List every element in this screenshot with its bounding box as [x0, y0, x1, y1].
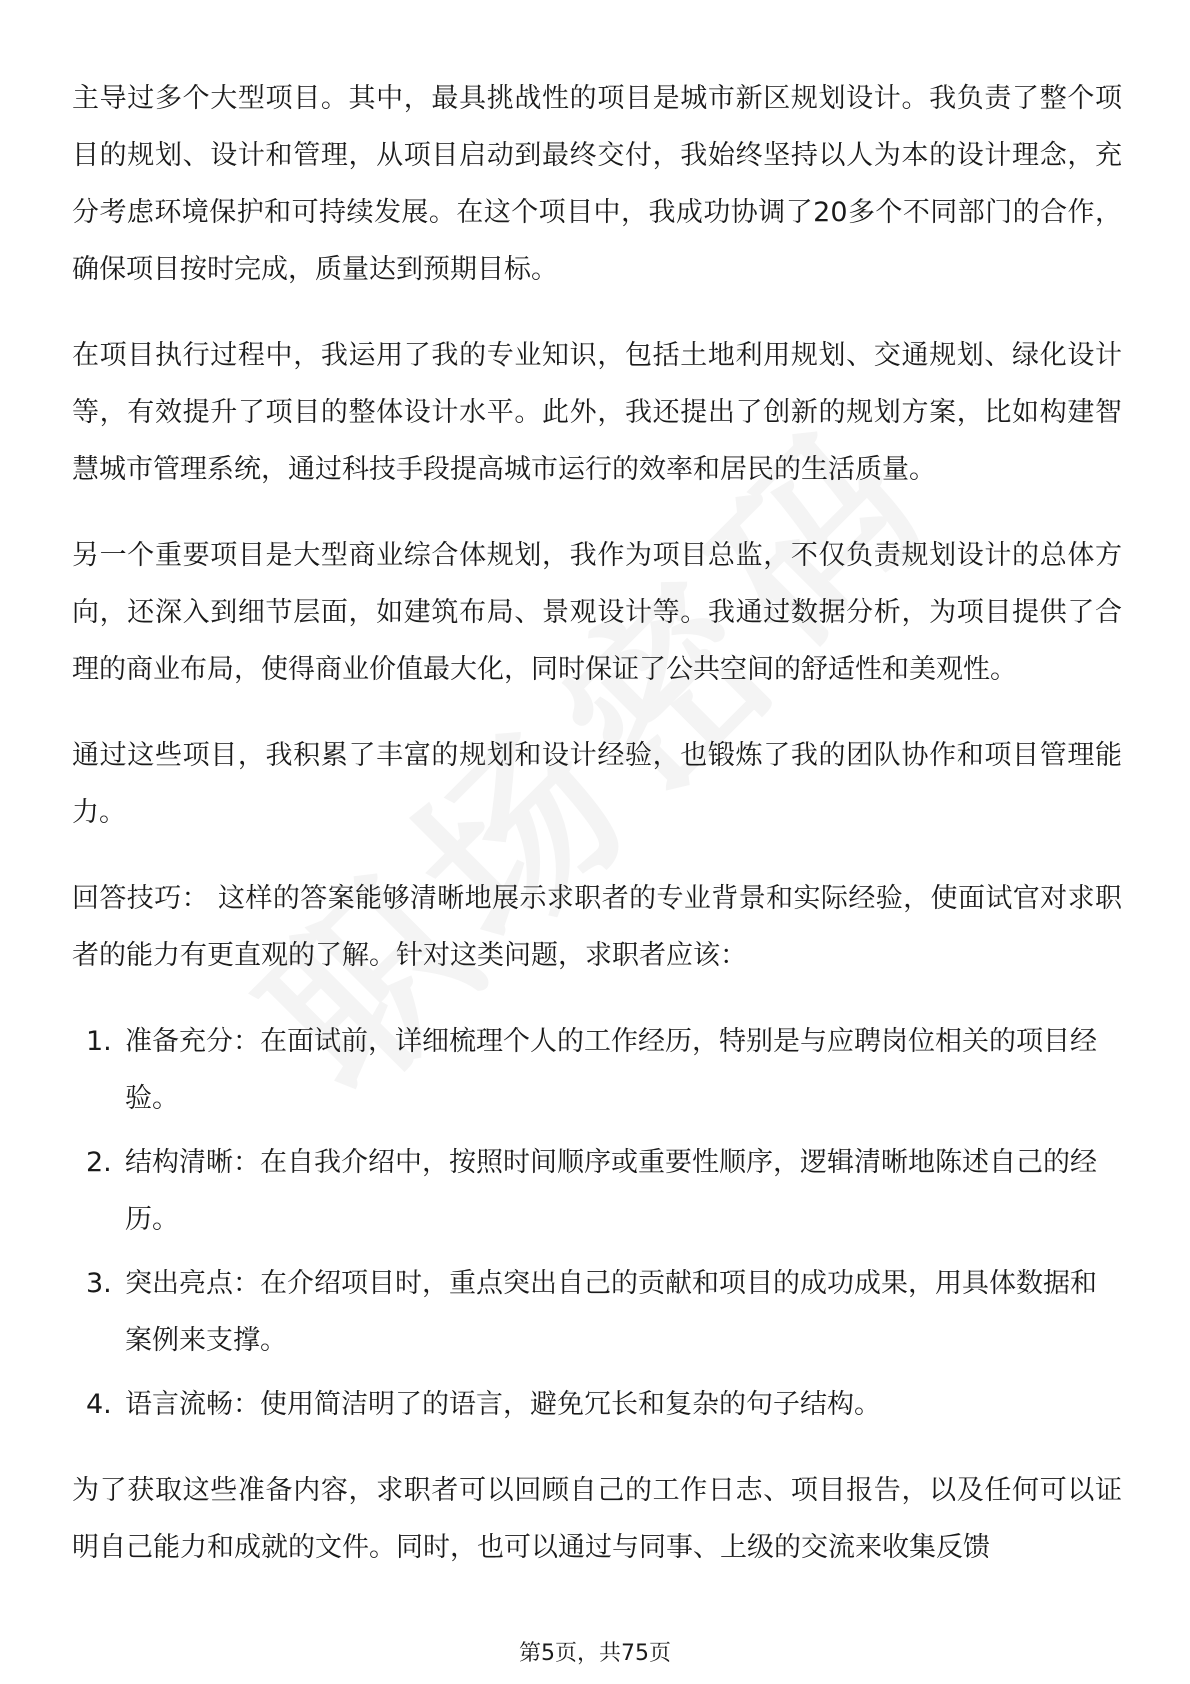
list-number: 4.	[86, 1389, 112, 1420]
list-item-text: 准备充分：在面试前，详细梳理个人的工作经历，特别是与应聘岗位相关的项目经验。	[125, 1026, 1097, 1114]
document-body	[72, 70, 1122, 1605]
list-number: 3.	[86, 1268, 112, 1299]
list-item	[72, 1013, 1122, 1127]
list-number: 2.	[86, 1147, 112, 1178]
tips-list	[72, 1013, 1122, 1433]
answer-tips-intro: 回答技巧： 这样的答案能够清晰地展示求职者的专业背景和实际经验，使面试官对求职者的能力有更直观的了解。针对这类问题，求职者应该：	[72, 883, 1122, 971]
paragraph: 另一个重要项目是大型商业综合体规划，我作为项目总监，不仅负责规划设计的总体方向，还深入到细节层面，如建筑布局、景观设计等。我通过数据分析，为项目提供了合理的商业布局，使得商业价值最大化，同时保证了公共空间的舒适性和美观性。	[72, 540, 1122, 685]
list-number: 1.	[86, 1026, 112, 1057]
closing-paragraph: 为了获取这些准备内容，求职者可以回顾自己的工作日志、项目报告，以及任何可以证明自己能力和成就的文件。同时，也可以通过与同事、上级的交流来收集反馈	[72, 1475, 1122, 1563]
paragraph: 在项目执行过程中，我运用了我的专业知识，包括土地利用规划、交通规划、绿化设计等，有效提升了项目的整体设计水平。此外，我还提出了创新的规划方案，比如构建智慧城市管理系统，通过科技手段提高城市运行的效率和居民的生活质量。	[72, 340, 1122, 485]
list-item-text: 突出亮点：在介绍项目时，重点突出自己的贡献和项目的成功成果，用具体数据和案例来支撑。	[125, 1268, 1097, 1356]
list-item-text: 语言流畅：使用简洁明了的语言，避免冗长和复杂的句子结构。	[125, 1389, 881, 1420]
paragraph: 通过这些项目，我积累了丰富的规划和设计经验，也锻炼了我的团队协作和项目管理能力。	[72, 740, 1122, 828]
page-number: 第5页，共75页	[519, 1641, 671, 1666]
list-item-text: 结构清晰：在自我介绍中，按照时间顺序或重要性顺序，逻辑清晰地陈述自己的经历。	[125, 1147, 1097, 1235]
list-item	[72, 1255, 1122, 1369]
paragraph: 主导过多个大型项目。其中，最具挑战性的项目是城市新区规划设计。我负责了整个项目的规划、设计和管理，从项目启动到最终交付，我始终坚持以人为本的设计理念，充分考虑环境保护和可持续发展。在这个项目中，我成功协调了20多个不同部门的合作，确保项目按时完成，质量达到预期目标。	[72, 83, 1122, 285]
list-item	[72, 1134, 1122, 1248]
list-item	[72, 1376, 1122, 1433]
